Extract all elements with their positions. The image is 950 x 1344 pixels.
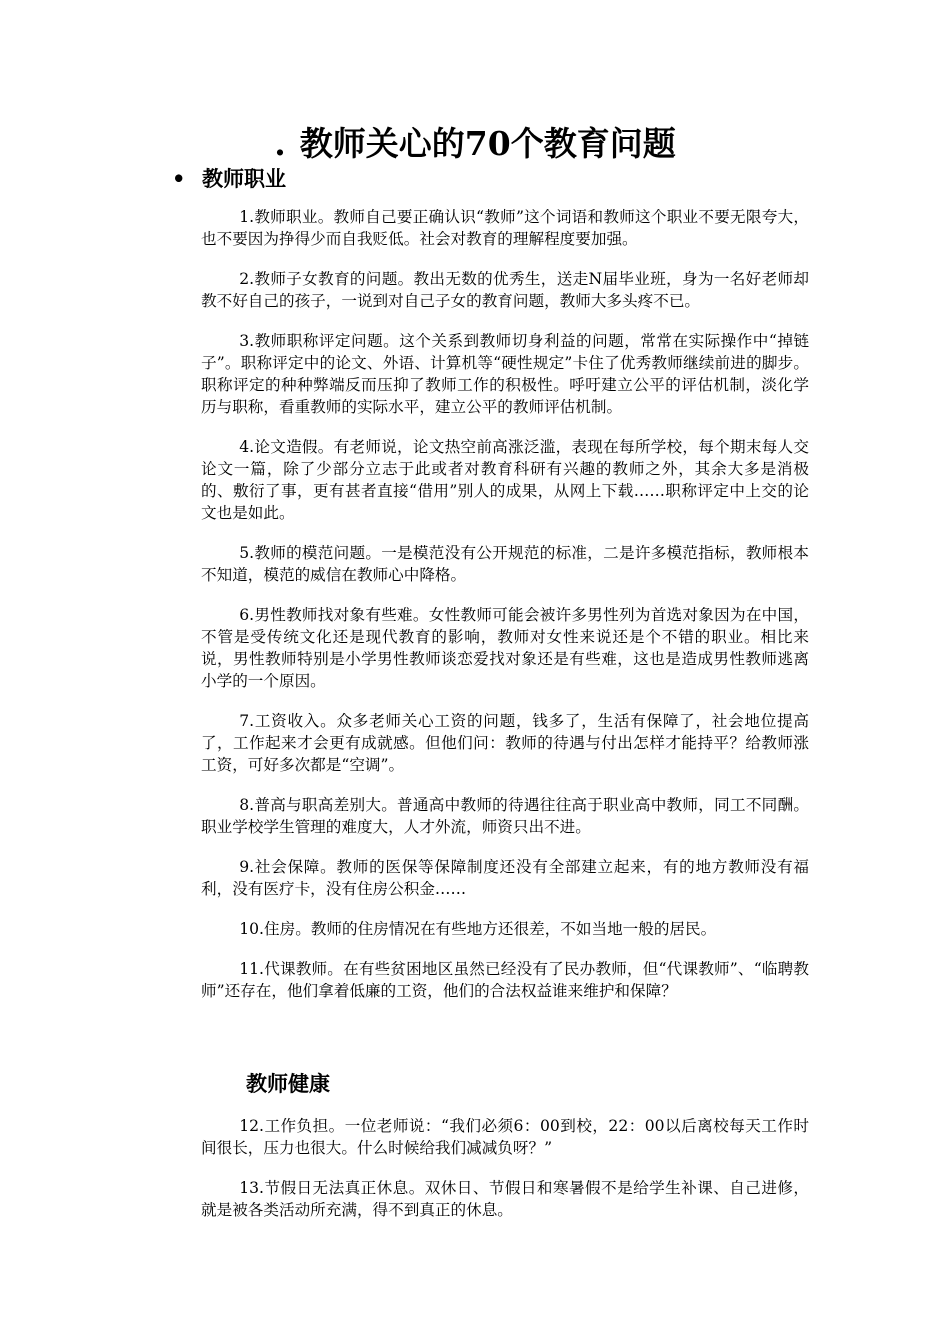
paragraph: 4.论文造假。有老师说，论文热空前高涨泛滥，表现在每所学校，每个期末每人交论文一篇，除了少部分立志于此或者对教育科研有兴趣的教师之外，其余大多是消极的、敷衍了事，更有甚者直接“借用”别人的成果，从网上下载……职称评定中上交的论文也是如此。	[201, 438, 809, 522]
paragraph: 9.社会保障。教师的医保等保障制度还没有全部建立起来，有的地方教师没有福利，没有医疗卡，没有住房公积金……	[201, 858, 809, 898]
paragraph: 2.教师子女教育的问题。教出无数的优秀生，送走N届毕业班，身为一名好老师却教不好自己的孩子，一说到对自己子女的教育问题，教师大多头疼不已。	[201, 270, 809, 310]
paragraph: 13.节假日无法真正休息。双休日、节假日和寒暑假不是给学生补课、自己进修，就是被各类活动所充满，得不到真正的休息。	[201, 1179, 809, 1219]
bullet-icon: •	[172, 166, 186, 191]
section-heading-career	[172, 163, 286, 193]
document-title	[0, 118, 950, 165]
title-prefix: .	[274, 124, 286, 163]
paragraph: 12.工作负担。一位老师说：“我们必须6：00到校，22：00以后离校每天工作时间很长，压力也很大。什么时候给我们减减负呀？”	[201, 1117, 809, 1157]
paragraph: 3.教师职称评定问题。这个关系到教师切身利益的问题，常常在实际操作中“掉链子”。职称评定中的论文、外语、计算机等“硬性规定”卡住了优秀教师继续前进的脚步。职称评定的种种弊端反而压抑了教师工作的积极性。呼吁建立公平的评估机制，淡化学历与职称，看重教师的实际水平，建立公平的教师评估机制。	[201, 332, 809, 416]
section-heading-text: 教师职业	[202, 166, 286, 191]
paragraph: 1.教师职业。教师自己要正确认识“教师”这个词语和教师这个职业不要无限夸大，也不要因为挣得少而自我贬低。社会对教育的理解程度要加强。	[201, 208, 809, 248]
paragraph: 10.住房。教师的住房情况在有些地方还很差，不如当地一般的居民。	[239, 920, 717, 938]
paragraph: 7.工资收入。众多老师关心工资的问题，钱多了，生活有保障了，社会地位提高了，工作起来才会更有成就感。但他们问：教师的待遇与付出怎样才能持平？给教师涨工资，可好多次都是“空调”。	[201, 712, 809, 774]
paragraph: 6.男性教师找对象有些难。女性教师可能会被许多男性列为首选对象因为在中国，不管是受传统文化还是现代教育的影响，教师对女性来说还是个不错的职业。相比来说，男性教师特别是小学男性教师谈恋爱找对象还是有些难，这也是造成男性教师逃离小学的一个原因。	[201, 606, 809, 690]
paragraph: 8.普高与职高差别大。普通高中教师的待遇往往高于职业高中教师，同工不同酬。职业学校学生管理的难度大，人才外流，师资只出不进。	[201, 796, 809, 836]
paragraph: 11.代课教师。在有些贫困地区虽然已经没有了民办教师，但“代课教师”、“临聘教师”还存在，他们拿着低廉的工资，他们的合法权益谁来维护和保障？	[201, 960, 809, 1000]
paragraph: 5.教师的模范问题。一是模范没有公开规范的标准，二是许多模范指标，教师根本不知道，模范的威信在教师心中降格。	[201, 544, 809, 584]
section-body-career	[201, 206, 809, 1020]
title-text: 教师关心的70个教育问题	[299, 124, 676, 163]
section-heading-health: 教师健康	[246, 1071, 330, 1096]
section-body-health	[201, 1115, 809, 1239]
